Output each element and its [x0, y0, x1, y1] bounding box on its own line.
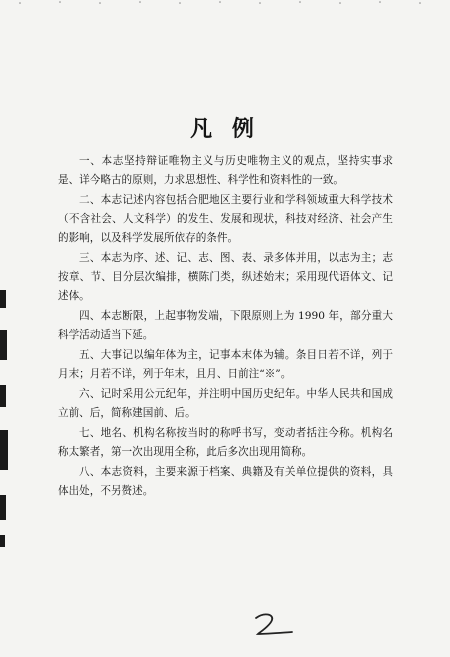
paragraph-3: 三、本志为序、述、记、志、图、表、录多体并用，以志为主；志按章、节、目分层次编排，横陈门类，纵述始末；采用现代语体文、记述体。 [58, 252, 393, 302]
page-title: 凡 例 [190, 117, 260, 142]
scan-edge-dots [0, 0, 450, 8]
paragraph-2: 二、本志记述内容包括合肥地区主要行业和学科领域重大科学技术（不含社会、人文科学）的发生、发展和现状，科技对经济、社会产生的影响，以及科学发展所依存的条件。 [58, 194, 393, 244]
paragraph-4: 四、本志断限，上起事物发端，下限原则上为 1990 年，部分重大科学活动适当下延。 [58, 310, 393, 341]
paragraph-8: 八、本志资料，主要来源于档案、典籍及有关单位提供的资料，具体出处，不另赘述。 [58, 466, 393, 497]
paragraph-5: 五、大事记以编年体为主，记事本末体为辅。条目日若不详，列于月末；月若不详，列于年末，且月、日前注“※”。 [58, 349, 393, 380]
binding-shadow [0, 290, 14, 550]
paragraph-1: 一、本志坚持辩证唯物主义与历史唯物主义的观点，坚持实事求是、详今略古的原则，力求思想性、科学性和资料性的一致。 [58, 155, 393, 186]
paragraph-7: 七、地名、机构名称按当时的称呼书写，变动者括注今称。机构名称太繁者，第一次出现用全称，此后多次出现用简称。 [58, 427, 393, 458]
body-text [58, 152, 393, 502]
handwritten-mark [250, 610, 298, 638]
paragraph-6: 六、记时采用公元纪年，并注明中国历史纪年。中华人民共和国成立前、后，简称建国前、后。 [58, 388, 393, 419]
